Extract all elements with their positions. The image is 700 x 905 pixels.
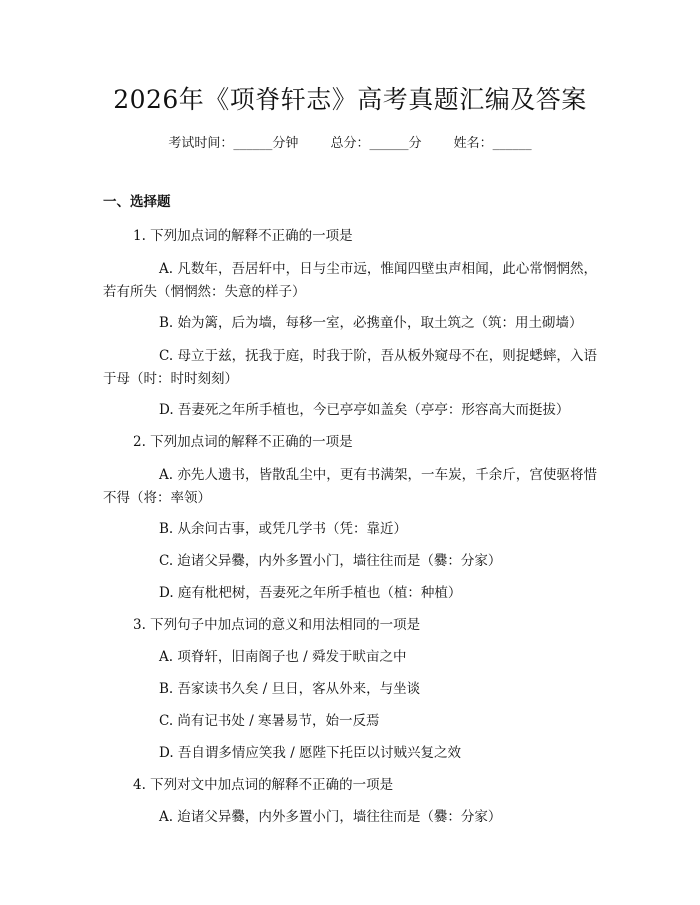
exam-name: 姓名：______ [453,136,532,151]
option-c: C. 尚有记书处 / 寒暑易节，始一反焉 [159,713,380,729]
question-stem: 3. 下列句子中加点词的意义和用法相同的一项是 [133,617,421,633]
option-a: A. 迨诸父异爨，内外多置小门，墙往往而是（爨：分家） [159,809,502,825]
option-d: D. 吾自谓多情应笑我 / 愿陛下托臣以讨贼兴复之效 [159,745,462,761]
option-a: A. 凡数年，吾居轩中，日与尘市远，惟闻四壁虫声相闻，此心常惘惘然，若有所失（惘惘然：失意的样子） [103,261,597,300]
option-a: A. 亦先人遗书，皆散乱尘中，更有书满架，一车炭，千余斤，宫使驱将惜不得（将：率领） [103,467,597,506]
exam-meta [0,132,700,151]
option-c: C. 迨诸父异爨，内外多置小门，墙往往而是（爨：分家） [159,553,502,569]
option-b: B. 吾家读书久矣 / 旦日，客从外来，与坐谈 [159,681,421,697]
section-title: 一、选择题 [103,194,171,210]
question-stem: 4. 下列对文中加点词的解释不正确的一项是 [133,777,394,793]
exam-time: 考试时间：______分钟 [168,136,299,151]
option-c: C. 母立于兹，抚我于庭，时我于阶，吾从板外窥母不在，则捉蟋蟀，入语于母（时：时时刻刻） [103,348,597,387]
option-d: D. 庭有枇杷树，吾妻死之年所手植也（植：种植） [159,585,462,601]
option-a: A. 项脊轩，旧南阁子也 / 舜发于畎亩之中 [159,649,407,665]
question-stem: 1. 下列加点词的解释不正确的一项是 [133,228,353,244]
question-stem: 2. 下列加点词的解释不正确的一项是 [133,434,353,450]
option-b: B. 始为篱，后为墙，每移一室，必携童仆，取土筑之（筑：用土砌墙） [159,315,583,331]
question-list [103,226,597,839]
page-title: 2026年《项脊轩志》高考真题汇编及答案 [113,85,587,114]
exam-score: 总分：______分 [330,136,422,151]
option-d: D. 吾妻死之年所手植也，今已亭亭如盖矣（亭亭：形容高大而挺拔） [159,402,570,418]
option-b: B. 从余问古事，或凭几学书（凭：靠近） [159,521,408,537]
